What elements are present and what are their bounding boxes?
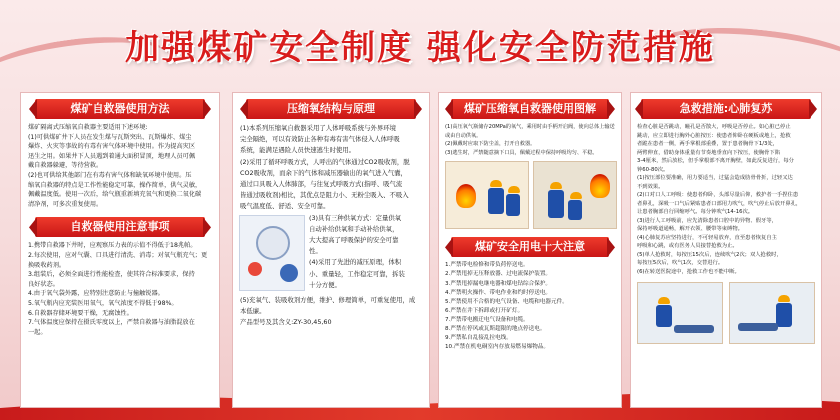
text-line: 10.严禁在机电硐室内存放易燃易爆物品。 bbox=[445, 344, 549, 351]
text-line: (1)高压氧气瓶储存20MPa的氧气，乘用时由手柄开启阀，使向总体上输送 bbox=[445, 124, 615, 130]
text-line: 皆通过吸收剂)相比，其优点是阻力小、无粉尘吸入、不吸入 bbox=[240, 191, 409, 200]
text-line: (4)采用了先进的减压原理，体积 bbox=[309, 258, 402, 267]
section-header: 煤矿压缩氧自救器使用图解 bbox=[451, 99, 609, 119]
text-line: 大大提高了呼吸保护的安全可靠 bbox=[309, 236, 399, 245]
panel-structure-principle bbox=[232, 92, 430, 408]
text-line: 1.严禁带电检修和带负荷停送电。 bbox=[445, 262, 529, 269]
text-line: 换吸收药剂。 bbox=[28, 261, 66, 269]
helmet-icon bbox=[658, 297, 670, 304]
text-line: 7.严禁带电搬迁电气设备和电缆。 bbox=[445, 316, 529, 323]
text-line: 呼吸和心跳，或有医务人员接替抢救为止。 bbox=[637, 243, 738, 249]
helmet-icon bbox=[550, 182, 562, 189]
section-header: 压缩氧结构与原理 bbox=[246, 99, 416, 119]
text-line: 一起。 bbox=[28, 328, 47, 336]
section-body bbox=[439, 261, 621, 352]
text-line: (3)进行人工呼吸前，应先清除患者口腔中的异物、假牙等， bbox=[637, 217, 777, 224]
rescuer-figure bbox=[776, 303, 792, 327]
text-line: CO2吸收剂，而余下的气体和减压器输出的氧气进入气囊， bbox=[240, 168, 407, 177]
text-line: 者鼻孔，深吸一口气后紧贴患者口部用力吹气，吹气停止后放开鼻孔， bbox=[637, 200, 802, 207]
text-line: 自动补给供氧和手动补给供氧， bbox=[309, 224, 399, 233]
text-line: 检查心脏是否跳动，瞳孔是否散大，呼吸是否停止。如心脏已停止 bbox=[637, 124, 791, 130]
poster-title: 加强煤矿安全制度 强化安全防范措施 bbox=[125, 28, 715, 68]
panel-usage-illustrated bbox=[438, 92, 622, 408]
text-line: 3.组装后，必须全面进行性能检查，使其符合标准要求，保持 bbox=[28, 271, 195, 279]
text-line: 7.气体温度应保持在摄氏零度以上，严禁自救器与油脂混放在 bbox=[28, 319, 195, 327]
text-line: 9.严禁私自乱接乱拉电线。 bbox=[445, 335, 512, 342]
text-line: 6.严禁在井下拆卸或打开矿灯。 bbox=[445, 307, 524, 314]
text-line: 者跪在患者一侧，两手掌根部重叠，置于患者胸骨下1/3处， bbox=[637, 141, 778, 147]
text-line: (3)逃生时，严禁随意摘下口具，佩戴过程中保持呼吸均匀、平稳。 bbox=[445, 149, 598, 156]
illustration-row bbox=[439, 157, 621, 235]
miner-illustration-1 bbox=[445, 161, 529, 229]
miner-figure bbox=[488, 188, 504, 214]
text-line: 系统，能满足遇险人员快速逃生时使用。 bbox=[240, 146, 356, 155]
helmet-icon bbox=[778, 295, 790, 302]
text-line: 小、重量轻，工作稳定可靠，拆装 bbox=[309, 269, 405, 278]
text-line: 6.自救器存储环境要干燥，无腐蚀性。 bbox=[28, 309, 133, 317]
text-line: 佩戴温度低。使用一次后，给气瓶重新填充氧气和更换二氧化碳 bbox=[28, 191, 202, 199]
text-line: (2)佩戴时应取下防尘盖，打开自救器。 bbox=[445, 141, 536, 148]
text-line: 5.氧气瓶内应充装医用氧气，氧气浓度不得低于98%。 bbox=[28, 299, 178, 307]
section-body bbox=[21, 123, 219, 209]
device-illustration bbox=[239, 215, 305, 291]
patient-figure bbox=[674, 325, 714, 333]
mid-block bbox=[233, 213, 429, 295]
section-body bbox=[233, 295, 429, 329]
text-line: (1)本系列压缩氧自救器采用了人体呼吸系统与外界环境 bbox=[240, 124, 397, 132]
miner-figure bbox=[548, 190, 564, 218]
section-header: 自救器使用注意事项 bbox=[35, 217, 205, 237]
patient-figure bbox=[738, 323, 778, 331]
illustration-row bbox=[631, 276, 821, 348]
text-line: 爆炸、火灾等事故的有毒有害气体环境中使用。作为提高灾区 bbox=[28, 143, 196, 151]
text-line: (1)可供煤矿井下人员在发生煤与瓦斯突出、瓦斯爆炸、煤尘 bbox=[28, 133, 192, 141]
text-line: (3)具有三种供氧方式：定量供氧 bbox=[309, 213, 402, 222]
text-line: 煤矿隔离式压缩氧自救器主要适用下述环境: bbox=[28, 124, 148, 131]
text-line: 4.由于氧气袋外露，应特别注意防止与撞触锐器。 bbox=[28, 290, 164, 298]
miner-figure bbox=[568, 200, 582, 220]
text-line: 两臂伸直，借助身体重量有节奏地垂直向下按压，使胸骨下陷 bbox=[637, 149, 781, 156]
text-line: 每按压5次后，吹气1次，交替进行。 bbox=[637, 260, 724, 266]
cpr-illustration-1 bbox=[637, 282, 723, 344]
text-line: 2.每次使用，应对气囊、口具进行清洗、消毒；对氧气瓶充气；更 bbox=[28, 251, 208, 259]
text-line: (6)在转送医院途中，抢救工作也不能中断。 bbox=[637, 268, 740, 275]
text-line: 保持呼吸道通畅，解开衣领、腰带等束缚物。 bbox=[637, 226, 743, 232]
text-line: 性。 bbox=[309, 247, 322, 256]
text-line: 产品型号及其含义:ZY-30,45,60 bbox=[240, 318, 332, 327]
helmet-icon bbox=[490, 180, 502, 187]
text-line: 钟60-80次。 bbox=[637, 166, 669, 173]
section-header: 急救措施:心肺复苏 bbox=[641, 99, 811, 119]
text-line: 让患者胸部自行回缩呼气。每分钟吹气14-16次。 bbox=[637, 209, 754, 215]
text-line: (1)按压部位要准确，用力要适当，过猛会造成肋骨骨折，过轻又达 bbox=[637, 175, 793, 181]
section-body bbox=[305, 213, 431, 291]
red-component-icon bbox=[248, 262, 262, 276]
text-line: 通过口具吸入人体肺部，与往复式呼吸方式(指呼、吸气流 bbox=[240, 180, 403, 189]
text-line: 吸气温度低、舒适、安全可靠。 bbox=[240, 202, 330, 211]
text-line: 完全隔绝，可以有效防止各种有毒有害气体侵入人体呼吸 bbox=[240, 135, 400, 144]
text-line: 戴自救器躲避，等待营救。 bbox=[28, 162, 103, 170]
text-line: 良好状态。 bbox=[28, 280, 59, 288]
section-body bbox=[21, 241, 219, 337]
miner-figure bbox=[506, 194, 520, 216]
miner-illustration-2 bbox=[533, 161, 617, 229]
text-line: (5)单人抢救时，每按压15次后，连续吹气2次；双人抢救时， bbox=[637, 251, 782, 258]
cpr-illustration-2 bbox=[729, 282, 815, 344]
panel-self-rescuer bbox=[20, 92, 220, 408]
section-header: 煤矿安全用电十大注意 bbox=[451, 237, 609, 257]
helmet-icon bbox=[508, 186, 520, 193]
panel-cpr bbox=[630, 92, 822, 408]
text-line: 迅生之用。如果井下人员遇到着通大面积冒顶，地理人员可佩 bbox=[28, 152, 196, 160]
text-line: 8.严禁在停风或瓦斯超限的地点停送电。 bbox=[445, 326, 546, 333]
text-line: (2)采用了循环呼吸方式，人呼出的气体通过CO2吸收剂，脱 bbox=[240, 157, 410, 166]
helmet-icon bbox=[570, 192, 582, 199]
rescuer-figure bbox=[656, 305, 672, 327]
text-line: 缩氧自救器的特点是工作性能稳定可靠，操作简单，供气灵敏， bbox=[28, 181, 202, 189]
fire-icon bbox=[456, 184, 476, 208]
section-body bbox=[233, 123, 429, 213]
text-line: (2)也可供给其他部门在有毒有害气体和缺氧环境中使用。压 bbox=[28, 171, 192, 179]
fire-icon bbox=[590, 174, 610, 198]
text-line: (5)充氧气、装吸收剂方便，维护、修理简单，可重复使用，成 bbox=[240, 295, 416, 304]
text-line: 4.严禁明火操作、带电作业和约时停送电。 bbox=[445, 289, 552, 296]
text-line: 3.严禁甩掉漏电继电器和煤电钻综合保护。 bbox=[445, 280, 552, 287]
device-icon bbox=[256, 226, 290, 260]
section-header: 煤矿自救器使用方法 bbox=[35, 99, 205, 119]
text-line: 5.严禁使用不合格的电气设备、电缆和电器元件。 bbox=[445, 298, 568, 305]
text-line: 清净剂，可多次重复使用。 bbox=[28, 200, 103, 208]
text-line: 不到效果。 bbox=[637, 183, 664, 190]
text-line: 本低廉。 bbox=[240, 306, 266, 315]
text-line: 2.严禁甩掉无压释放器、过电流保护装置。 bbox=[445, 271, 552, 278]
text-line: 十分方便。 bbox=[309, 280, 341, 289]
text-line: 3-4厘米，然后放松，但手掌根部不离开胸壁，如此反复进行，每分 bbox=[637, 158, 794, 164]
text-line: 或由自动供氧。 bbox=[445, 132, 482, 139]
text-line: 1.携带自救器下井时，应观察压力表的示值不得低于18兆帕。 bbox=[28, 242, 197, 250]
text-line: (4)心肺复苏应坚持进行，不可轻易放弃，直至患者恢复自主 bbox=[637, 234, 777, 241]
text-line: (2)口对口人工呼吸：使患者仰卧，头部尽量后仰，救护者一手捏住患 bbox=[637, 192, 799, 198]
blue-component-icon bbox=[280, 264, 298, 282]
text-line: 跳动，应立即进行胸外心脏按压：使患者仰卧在硬板或地上，抢救 bbox=[637, 132, 791, 139]
section-body bbox=[439, 123, 621, 157]
section-body bbox=[631, 123, 821, 276]
